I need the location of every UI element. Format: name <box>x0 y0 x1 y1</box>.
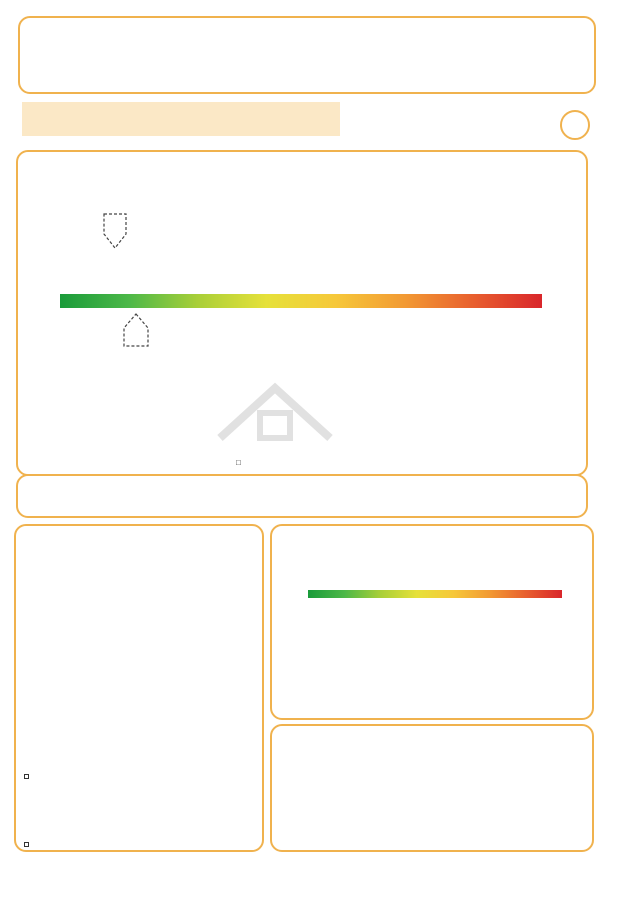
efficiency-gradient-bar <box>60 294 542 308</box>
other-use-option[interactable] <box>24 774 32 781</box>
comparison-gradient-bar <box>308 590 562 598</box>
comparison-scale <box>308 566 562 578</box>
renewable-panel <box>14 524 264 852</box>
summer-protection-check[interactable] <box>236 458 249 467</box>
checkbox-icon <box>24 842 29 847</box>
checkbox-icon <box>24 774 29 779</box>
comparison-ticks <box>308 580 562 590</box>
end-energy-arrow-icon <box>98 212 132 252</box>
comparison-panel <box>270 524 594 720</box>
efficiency-scale <box>60 252 542 274</box>
further-entries-option[interactable] <box>24 842 32 849</box>
explanation-panel <box>270 724 594 852</box>
checkbox-icon: □ <box>236 458 241 467</box>
end-demand-panel <box>16 474 588 518</box>
section-bar <box>22 102 340 136</box>
primary-energy-arrow-icon <box>118 312 154 348</box>
watermark-house-icon <box>200 378 350 448</box>
scale-ticks <box>60 280 542 294</box>
document-header <box>18 16 596 94</box>
page-number <box>560 110 590 140</box>
